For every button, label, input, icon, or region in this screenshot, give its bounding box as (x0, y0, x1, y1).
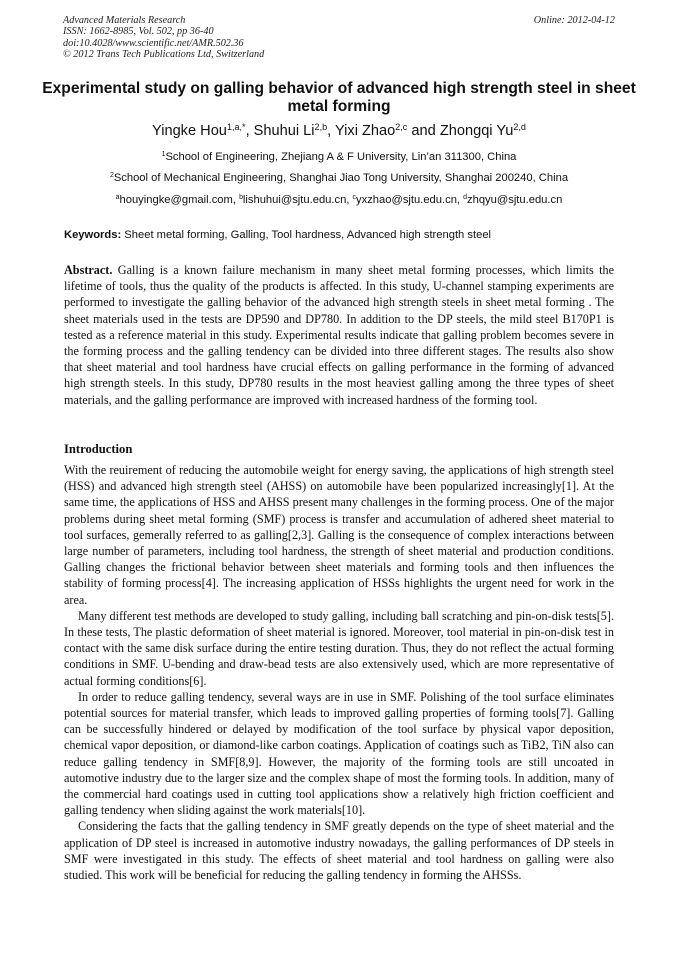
author-list (40, 122, 638, 140)
keywords-text: Sheet metal forming, Galling, Tool hardness, Advanced high strength steel (121, 229, 492, 241)
author: Yingke Hou$^{1,a,*}$, (152, 122, 254, 139)
keywords-label: Keywords: (64, 229, 122, 241)
paragraph: Many different test methods are developed to study galling, including ball scratching and pin-on-disk tests[5]. In these tests, The plastic deformation of sheet material is ignored. Moreover, tool material in pin-on-disk test in contact with the same disk surface during the entire testing duration. Thus, they do not reflect the actual forming conditions in SMF. U-bending and draw-bead tests are also extensively used, which are more representative of actual forming conditions[6]. (64, 608, 614, 688)
email-link[interactable]: $^c$yxzhao@sjtu.edu.cn, (352, 194, 464, 206)
introduction-heading: Introduction (64, 442, 133, 456)
paragraph: In order to reduce galling tendency, several ways are in use in SMF. Polishing of the tool surface eliminates potential sources for material transfer, which leads to improved galling properties of forming tools[7]. Galling can be successfully hindered or delayed by modification of the tool surface by physical vapor deposition, chemical vapor deposition, or diamond-like carbon coatings. Application of coatings such as TiB2, TiN also can reduce galling tendency in SMF[8,9]. However, the majority of the forming tools are still uncoated in automotive industry due to the larger size and the complex shape of most the forming tools. In addition, many of the commercial hard coatings used in cutting tool applications show a relatively high friction coefficient and galling tendency when sliding against the work materials[10]. (64, 689, 614, 818)
affiliation-1: $^1$School of Engineering, Zhejiang A & F University, Lin’an 311300, China (161, 151, 517, 163)
doi-line: doi:10.4028/www.scientific.net/AMR.502.36 (63, 37, 244, 49)
author-emails (40, 193, 638, 207)
email-link[interactable]: $^d$zhqyu@sjtu.edu.cn (463, 194, 563, 206)
author: Zhongqi Yu$^{2,d}$ (439, 122, 526, 139)
paragraph: With the reuirement of reducing the automobile weight for energy saving, the applications of high strength steel (HSS) and advanced high strength steel (AHSS) on automobile have been popularized increasingly[1]. At the same time, the applications of HSS and AHSS present many challenges in the forming process. One of the major problems during sheet metal forming (SMF) process is transfer and accumulation of adhered sheet material to tool surfaces, gemerally referred to as galling[2,3]. Galling is the consequence of complex interactions between large number of parameters, including tool hardness, the strength of sheet material and production conditions. Galling changes the frictional behavior between sheet materials and forming tools and then influences the stability of forming process[4]. The increasing application of HSSs highlights the urgent need for work in the area. (64, 463, 614, 607)
author: Yixi Zhao$^{2,c}$ and (334, 122, 440, 139)
journal-header (63, 15, 615, 61)
paragraph: Considering the facts that the galling tendency in SMF greatly depends on the type of sheet material and the application of DP steel is increased in automotive industry nowadays, the galling performances of DP steels in SMF were investigated in this study. The effects of sheet material and tool hardness on galling were also studied. This work will be beneficial for reducing the galling tendency in forming the AHSSs. (64, 819, 614, 883)
email-link[interactable]: $^a$houyingke@gmail.com, (115, 194, 240, 206)
email-link[interactable]: $^b$lishuhui@sjtu.edu.cn, (239, 194, 353, 206)
paper-title: Experimental study on galling behavior of advanced high strength steel in sheet metal forming (42, 80, 636, 115)
introduction-body (64, 462, 614, 883)
journal-name: Advanced Materials Research (63, 15, 186, 26)
abstract (64, 262, 614, 408)
copyright-line: © 2012 Trans Tech Publications Ltd, Switzerland (63, 49, 265, 61)
abstract-text: Galling is a known failure mechanism in many sheet metal forming processes, which limits the lifetime of tools, thus the quality of the products is affected. In this study, U-channel stamping experiments are performed to investigate the galling behavior of the advanced high strength steels in sheet metal forming . The sheet materials used in the tests are DP590 and DP780. In addition to the DP steels, the mild steel B170P1 is tested as a reference material in this study. Experimental results indicate that galling problem becomes severe in the forming process and the galling tendency can be divided into three different stages. The results also show that sheet material and tool hardness have crucial effects on galling performance in the forming of advanced high strength steels. In this study, DP780 results in the most heaviest galling among the three types of sheet materials, and the galling performance are improved with increased hardness of the forming tool. (64, 263, 614, 407)
online-date: Online: 2012-04-12 (533, 15, 615, 26)
abstract-label: Abstract. (64, 263, 113, 277)
affiliation-2: $^2$School of Mechanical Engineering, Shanghai Jiao Tong University, Shanghai 200240, China (109, 172, 569, 184)
issn-line: ISSN: 1662-8985, Vol. 502, pp 36-40 (63, 26, 214, 38)
author: Shuhui Li$^{2,b}$, (253, 122, 335, 139)
keywords (64, 228, 616, 242)
